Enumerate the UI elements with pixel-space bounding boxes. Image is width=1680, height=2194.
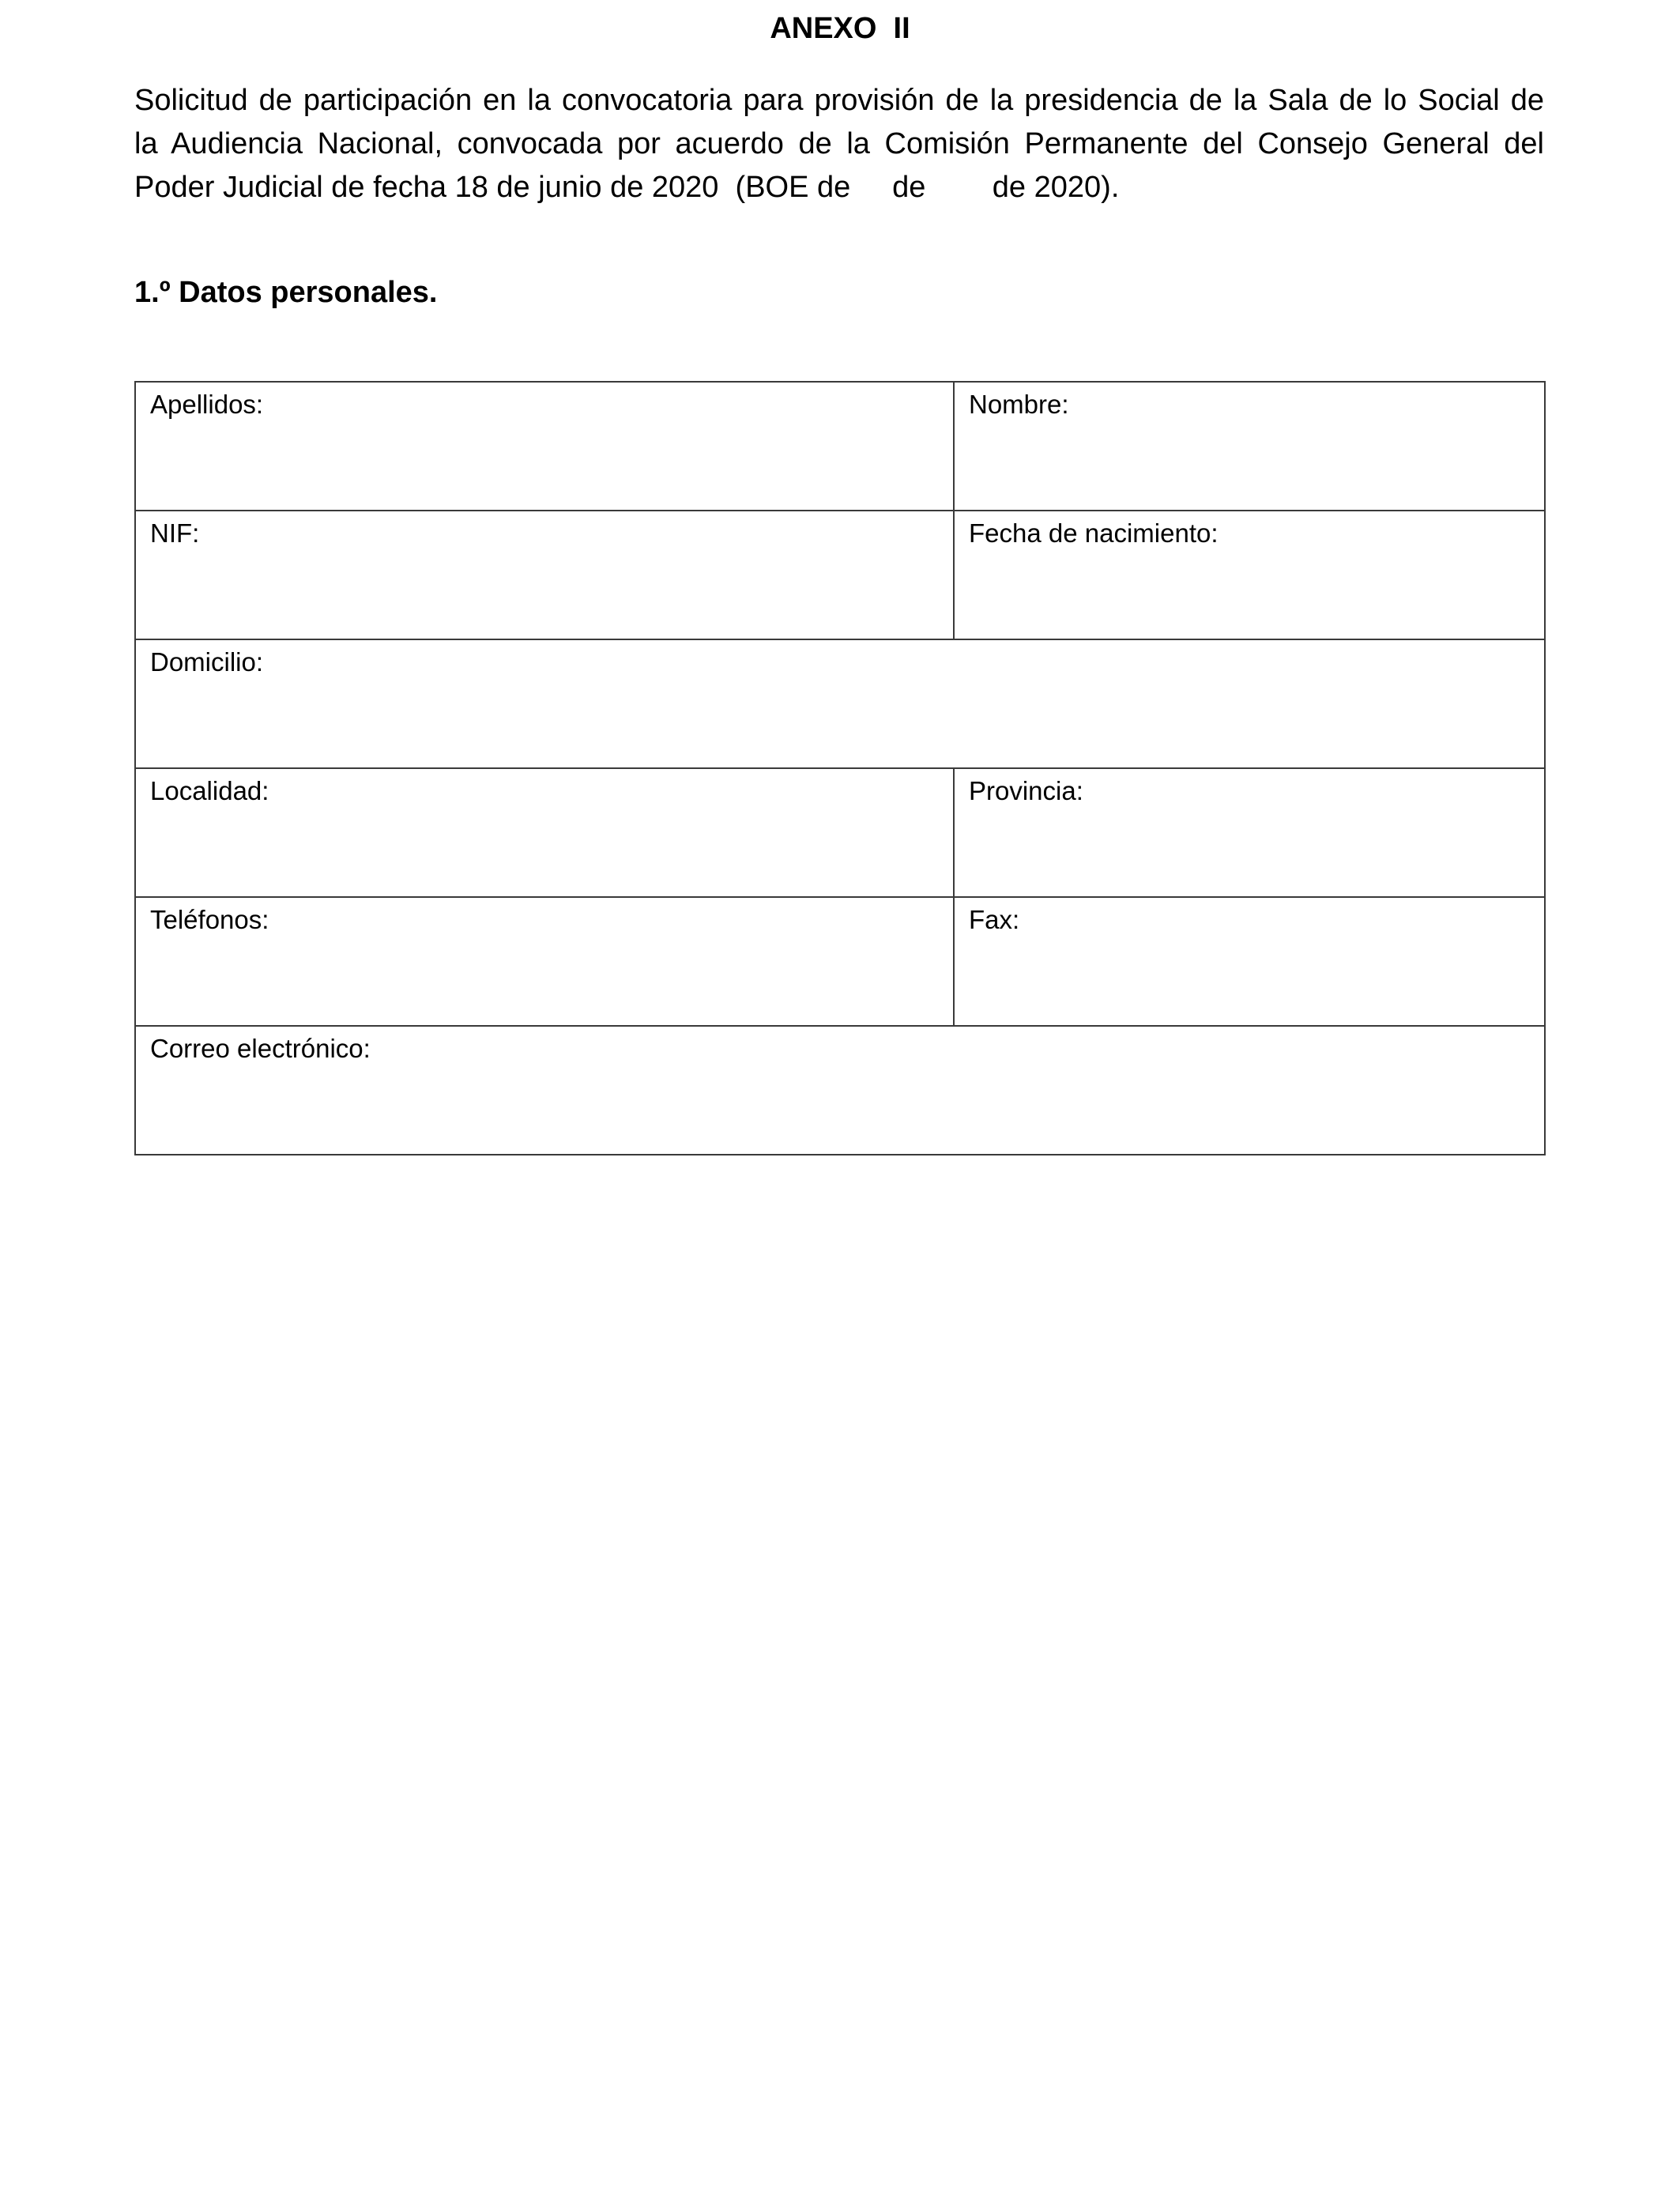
correo-label: Correo electrónico: (150, 1034, 371, 1063)
fax-cell (954, 897, 1545, 1026)
table-row (135, 1026, 1545, 1155)
table-row (135, 511, 1545, 639)
fecha-nacimiento-label: Fecha de nacimiento: (969, 518, 1219, 548)
page-title: ANEXO II (770, 12, 910, 45)
table-row (135, 382, 1545, 511)
apellidos-cell (135, 382, 954, 511)
nombre-cell (954, 382, 1545, 511)
intro-line: Solicitud de participación en la convocatoria para provisión de la presidencia de la Sala de lo Social de (134, 84, 1544, 117)
table-row (135, 768, 1545, 897)
apellidos-label: Apellidos: (150, 390, 264, 419)
fecha-nacimiento-cell (954, 511, 1545, 639)
correo-cell (135, 1026, 1545, 1155)
nombre-label: Nombre: (969, 390, 1069, 419)
section-heading-datos-personales: 1.º Datos personales. (134, 276, 438, 309)
domicilio-label: Domicilio: (150, 647, 264, 677)
table-row (135, 639, 1545, 768)
nif-cell (135, 511, 954, 639)
apellidos-field[interactable] (150, 420, 939, 492)
intro-paragraph (134, 79, 1544, 209)
fecha-nacimiento-field[interactable] (969, 549, 1530, 620)
localidad-field[interactable] (150, 807, 939, 878)
telefonos-label: Teléfonos: (150, 905, 269, 934)
localidad-cell (135, 768, 954, 897)
fax-label: Fax: (969, 905, 1020, 934)
intro-line: Poder Judicial de fecha 18 de junio de 2020 (BOE de de de 2020). (134, 171, 1120, 204)
intro-line: la Audiencia Nacional, convocada por acuerdo de la Comisión Permanente del Consejo General del (134, 127, 1544, 160)
correo-field[interactable] (150, 1065, 1530, 1136)
nombre-field[interactable] (969, 420, 1530, 492)
provincia-label: Provincia: (969, 776, 1083, 805)
telefonos-field[interactable] (150, 936, 939, 1007)
nif-field[interactable] (150, 549, 939, 620)
fax-field[interactable] (969, 936, 1530, 1007)
domicilio-field[interactable] (150, 678, 1530, 749)
provincia-field[interactable] (969, 807, 1530, 878)
personal-data-table (134, 381, 1546, 1155)
provincia-cell (954, 768, 1545, 897)
table-row (135, 897, 1545, 1026)
nif-label: NIF: (150, 518, 200, 548)
domicilio-cell (135, 639, 1545, 768)
localidad-label: Localidad: (150, 776, 269, 805)
telefonos-cell (135, 897, 954, 1026)
